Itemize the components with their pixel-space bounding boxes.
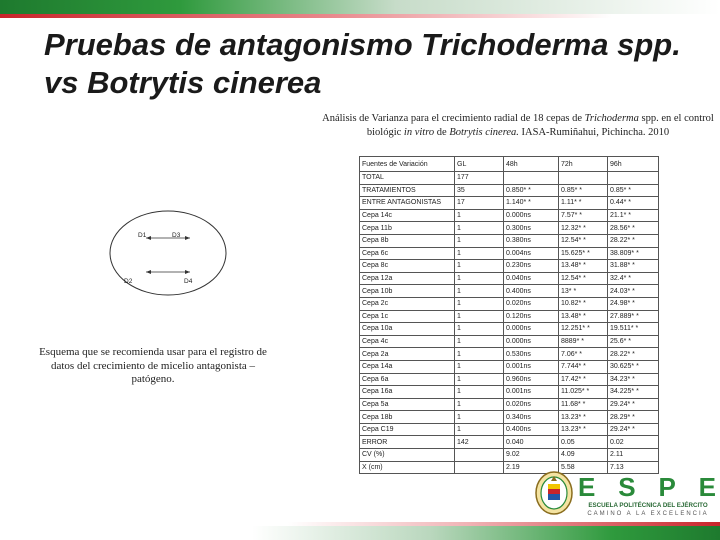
row-label-cell: Cepa 6c	[360, 247, 455, 260]
value-cell: 177	[455, 172, 504, 185]
value-cell: 24.98* *	[608, 297, 659, 310]
value-cell: 12.32* *	[559, 222, 608, 235]
value-cell: 1	[455, 272, 504, 285]
value-cell: 0.000ns	[504, 335, 559, 348]
value-cell: 2.11	[608, 449, 659, 462]
table-row	[360, 423, 659, 436]
value-cell: 24.03* *	[608, 285, 659, 298]
value-cell: 0.000ns	[504, 323, 559, 336]
value-cell	[455, 461, 504, 474]
row-label-cell: Cepa 6a	[360, 373, 455, 386]
top-green-stripe	[0, 0, 720, 14]
value-cell: 11.025* *	[559, 386, 608, 399]
value-cell: 1.140* *	[504, 197, 559, 210]
row-label-cell: Cepa C19	[360, 423, 455, 436]
row-label-cell: Cepa 16a	[360, 386, 455, 399]
header-cell: GL	[455, 157, 504, 172]
row-label-cell: Cepa 10b	[360, 285, 455, 298]
value-cell: 21.1* *	[608, 209, 659, 222]
table-row	[360, 348, 659, 361]
table-row	[360, 222, 659, 235]
value-cell: 4.09	[559, 449, 608, 462]
value-cell: 17.42* *	[559, 373, 608, 386]
value-cell: 0.530ns	[504, 348, 559, 361]
value-cell: 12.251* *	[559, 323, 608, 336]
table-row	[360, 209, 659, 222]
value-cell	[608, 172, 659, 185]
espe-school-name: ESCUELA POLITÉCNICA DEL EJÉRCITO	[588, 502, 708, 509]
value-cell: 1	[455, 310, 504, 323]
row-label-cell: Cepa 2c	[360, 297, 455, 310]
value-cell: 7.06* *	[559, 348, 608, 361]
value-cell: 13* *	[559, 285, 608, 298]
row-label-cell: CV (%)	[360, 449, 455, 462]
value-cell: 0.001ns	[504, 386, 559, 399]
value-cell: 0.05	[559, 436, 608, 449]
row-label-cell: Cepa 10a	[360, 323, 455, 336]
value-cell: 10.82* *	[559, 297, 608, 310]
arrow-top-head-left	[146, 236, 151, 240]
petri-dish-diagram	[106, 208, 230, 298]
row-label-cell: Cepa 1c	[360, 310, 455, 323]
value-cell: 38.809* *	[608, 247, 659, 260]
value-cell: 11.68* *	[559, 398, 608, 411]
espe-letter: S	[618, 472, 638, 502]
table-row	[360, 335, 659, 348]
value-cell: 8889* *	[559, 335, 608, 348]
value-cell: 28.56* *	[608, 222, 659, 235]
value-cell: 29.24* *	[608, 423, 659, 436]
value-cell: 0.44* *	[608, 197, 659, 210]
espe-letter: E	[698, 472, 718, 502]
table-row	[360, 323, 659, 336]
value-cell: 1	[455, 260, 504, 273]
value-cell: 0.02	[608, 436, 659, 449]
value-cell: 32.4* *	[608, 272, 659, 285]
value-cell: 0.040ns	[504, 272, 559, 285]
table-row	[360, 360, 659, 373]
table-row	[360, 386, 659, 399]
value-cell: 0.85* *	[608, 184, 659, 197]
table-row	[360, 398, 659, 411]
value-cell: 7.57* *	[559, 209, 608, 222]
value-cell: 12.54* *	[559, 272, 608, 285]
value-cell: 29.24* *	[608, 398, 659, 411]
scheme-caption: Esquema que se recomienda usar para el registro de datos del crecimiento de micelio antagonista – patógeno.	[39, 346, 267, 385]
row-label-cell: Cepa 14c	[360, 209, 455, 222]
value-cell: 0.020ns	[504, 398, 559, 411]
value-cell: 1	[455, 360, 504, 373]
value-cell: 0.230ns	[504, 260, 559, 273]
value-cell: 28.29* *	[608, 411, 659, 424]
table-row	[360, 272, 659, 285]
arrow-bottom-head-right	[185, 270, 190, 274]
header-cell: 96h	[608, 157, 659, 172]
value-cell	[559, 172, 608, 185]
label-d2: D2	[124, 278, 133, 285]
value-cell: 1	[455, 209, 504, 222]
value-cell	[455, 449, 504, 462]
header-cell: 48h	[504, 157, 559, 172]
table-header-row	[360, 157, 659, 172]
top-red-stripe	[0, 14, 720, 18]
value-cell: 30.625* *	[608, 360, 659, 373]
value-cell: 1	[455, 423, 504, 436]
value-cell: 0.004ns	[504, 247, 559, 260]
row-label-cell: Cepa 14a	[360, 360, 455, 373]
row-label-cell: TOTAL	[360, 172, 455, 185]
value-cell: 1	[455, 386, 504, 399]
value-cell: 1	[455, 398, 504, 411]
espe-logo	[528, 464, 718, 526]
label-d1: D1	[138, 232, 147, 239]
table-row	[360, 260, 659, 273]
header-cell: Fuentes de Variación	[360, 157, 455, 172]
value-cell: 7.744* *	[559, 360, 608, 373]
value-cell: 0.020ns	[504, 297, 559, 310]
table-row	[360, 247, 659, 260]
value-cell: 34.23* *	[608, 373, 659, 386]
arrow-bottom-head-left	[146, 270, 151, 274]
row-label-cell: TRATAMIENTOS	[360, 184, 455, 197]
espe-letter: P	[658, 472, 678, 502]
value-cell: 27.889* *	[608, 310, 659, 323]
value-cell: 13.23* *	[559, 411, 608, 424]
value-cell: 1	[455, 297, 504, 310]
table-row	[360, 197, 659, 210]
row-label-cell: Cepa 11b	[360, 222, 455, 235]
value-cell: 9.02	[504, 449, 559, 462]
value-cell: 0.850* *	[504, 184, 559, 197]
value-cell: 1	[455, 335, 504, 348]
value-cell: 0.960ns	[504, 373, 559, 386]
value-cell: 28.22* *	[608, 348, 659, 361]
espe-motto: CAMINO A LA EXCELENCIA	[587, 511, 709, 517]
value-cell: 17	[455, 197, 504, 210]
value-cell: 13.48* *	[559, 260, 608, 273]
value-cell: 7.13	[608, 461, 659, 474]
row-label-cell: Cepa 8c	[360, 260, 455, 273]
header-cell: 72h	[559, 157, 608, 172]
value-cell: 1	[455, 348, 504, 361]
value-cell: 2.19	[504, 461, 559, 474]
value-cell: 1.11* *	[559, 197, 608, 210]
value-cell: 1	[455, 373, 504, 386]
value-cell: 1	[455, 323, 504, 336]
espe-letter: E	[578, 472, 598, 502]
table-row	[360, 184, 659, 197]
table-row	[360, 285, 659, 298]
espe-seal-icon	[534, 470, 574, 516]
row-label-cell: Cepa 12a	[360, 272, 455, 285]
value-cell: 0.400ns	[504, 285, 559, 298]
value-cell: 0.340ns	[504, 411, 559, 424]
value-cell: 28.22* *	[608, 234, 659, 247]
value-cell: 5.58	[559, 461, 608, 474]
value-cell: 1	[455, 411, 504, 424]
table-row	[360, 297, 659, 310]
value-cell: 13.48* *	[559, 310, 608, 323]
value-cell: 142	[455, 436, 504, 449]
row-label-cell: ERROR	[360, 436, 455, 449]
label-d3: D3	[172, 232, 181, 239]
row-label-cell: Cepa 4c	[360, 335, 455, 348]
value-cell: 13.23* *	[559, 423, 608, 436]
value-cell: 0.400ns	[504, 423, 559, 436]
slide-title: Pruebas de antagonismo Trichoderma spp. vs Botrytis cinerea	[44, 27, 681, 100]
value-cell: 19.511* *	[608, 323, 659, 336]
value-cell: 25.6* *	[608, 335, 659, 348]
value-cell	[504, 172, 559, 185]
row-label-cell: Cepa 8b	[360, 234, 455, 247]
table-row	[360, 172, 659, 185]
row-label-cell: Cepa 2a	[360, 348, 455, 361]
table-row	[360, 449, 659, 462]
row-label-cell: X (cm)	[360, 461, 455, 474]
espe-wordmark	[578, 472, 718, 503]
value-cell: 35	[455, 184, 504, 197]
value-cell: 0.040	[504, 436, 559, 449]
table-row	[360, 373, 659, 386]
bottom-green-stripe	[0, 526, 720, 540]
value-cell: 0.380ns	[504, 234, 559, 247]
value-cell: 0.85* *	[559, 184, 608, 197]
row-label-cell: Cepa 18b	[360, 411, 455, 424]
value-cell: 1	[455, 222, 504, 235]
value-cell: 15.625* *	[559, 247, 608, 260]
value-cell: 34.225* *	[608, 386, 659, 399]
arrow-top-head-right	[185, 236, 190, 240]
label-d4: D4	[184, 278, 193, 285]
table-row	[360, 234, 659, 247]
value-cell: 1	[455, 285, 504, 298]
anova-table-body	[360, 157, 659, 474]
row-label-cell: Cepa 5a	[360, 398, 455, 411]
row-label-cell: ENTRE ANTAGONISTAS	[360, 197, 455, 210]
value-cell: 12.54* *	[559, 234, 608, 247]
value-cell: 0.120ns	[504, 310, 559, 323]
value-cell: 1	[455, 247, 504, 260]
value-cell: 0.300ns	[504, 222, 559, 235]
value-cell: 0.001ns	[504, 360, 559, 373]
table-row	[360, 411, 659, 424]
table-row	[360, 436, 659, 449]
anova-table	[359, 156, 659, 474]
value-cell: 1	[455, 234, 504, 247]
value-cell: 0.000ns	[504, 209, 559, 222]
value-cell: 31.88* *	[608, 260, 659, 273]
table-row	[360, 310, 659, 323]
table-caption: Análisis de Varianza para el crecimiento radial de 18 cepas de Trichoderma spp. en el control biológic in vitro de Botrytis cinerea. IASA-Rumiñahui, Pichincha. 2010	[322, 113, 714, 138]
